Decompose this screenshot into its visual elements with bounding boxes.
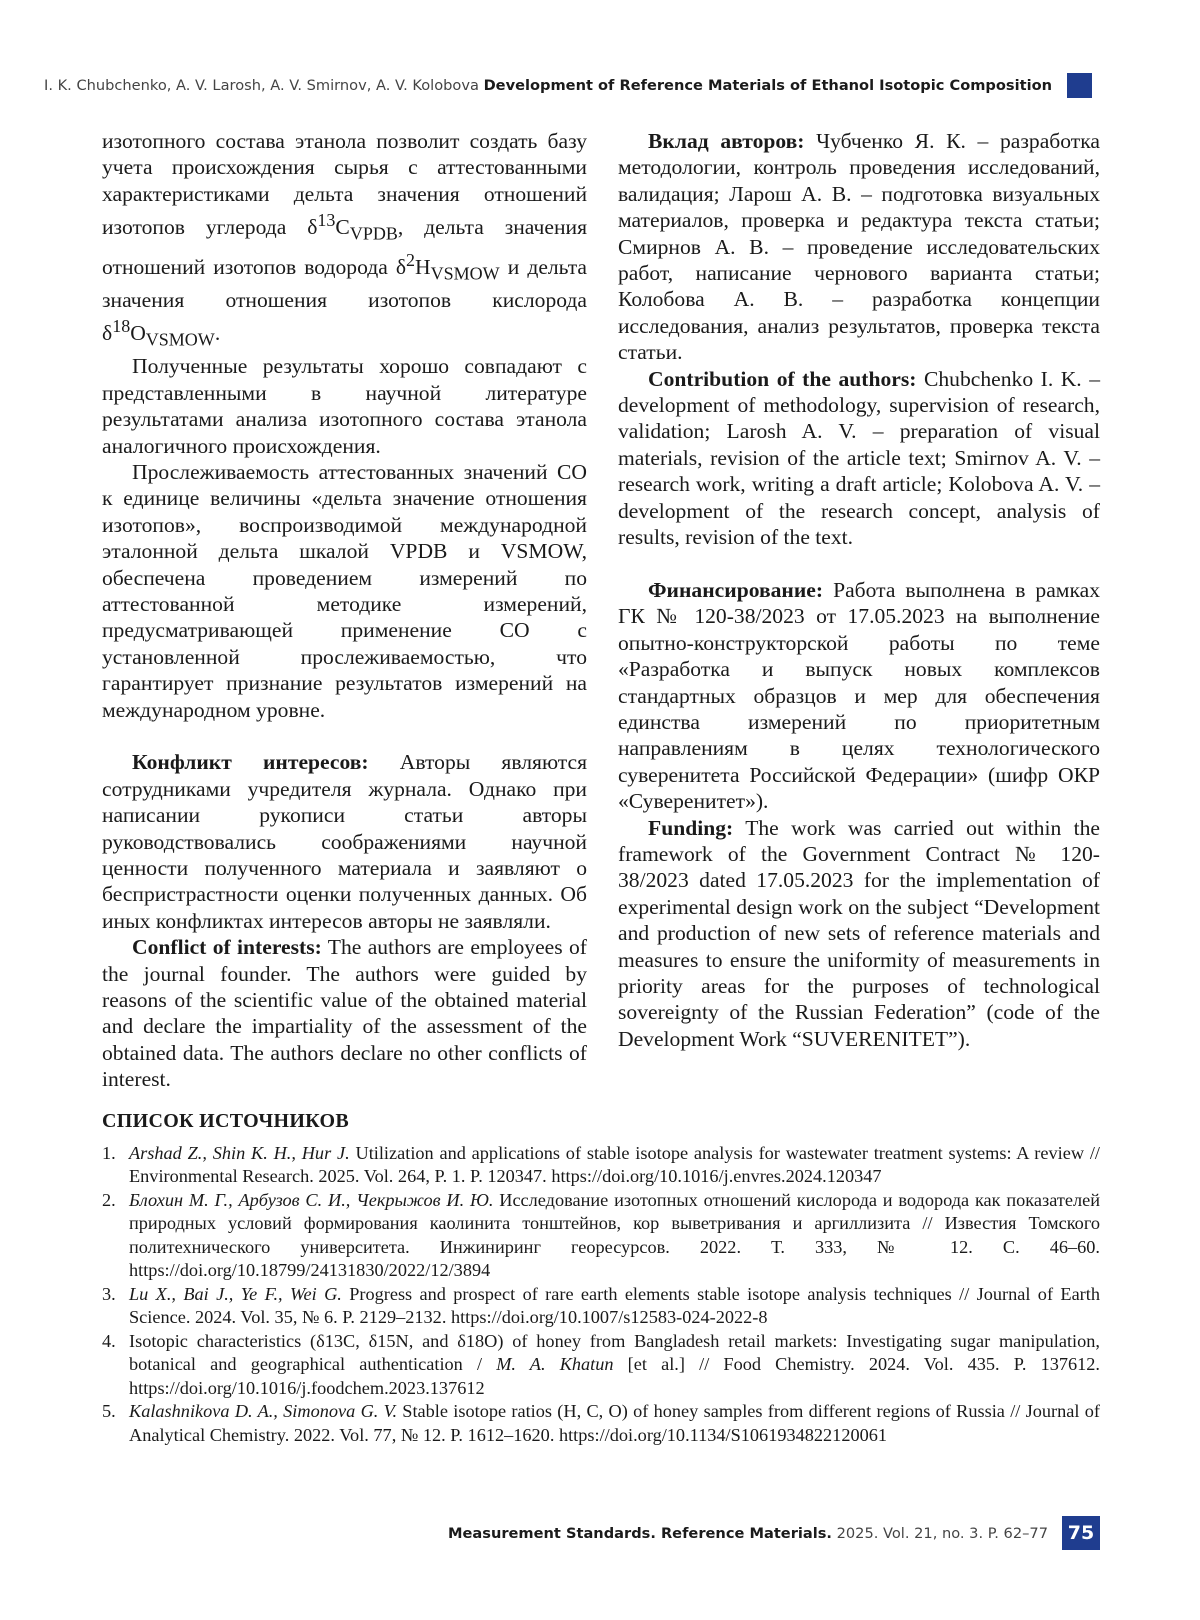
paragraph-conflict-en	[102, 934, 587, 1092]
text-run: .	[214, 321, 221, 346]
reference-authors: Блохин М. Г., Арбузов С. И., Чекрыжов И. Ю.	[129, 1189, 494, 1210]
funding-ru-label: Финансирование:	[648, 577, 824, 602]
reference-item	[102, 1330, 1100, 1401]
footer-citation: 2025. Vol. 21, no. 3. P. 62–77	[831, 1525, 1048, 1542]
contrib-ru-label: Вклад авторов:	[648, 129, 805, 153]
reference-item	[102, 1283, 1100, 1330]
page-number: 75	[1062, 1516, 1100, 1550]
conflict-ru-label: Конфликт интересов:	[132, 750, 369, 775]
reference-text: Progress and prospect of rare earth elements stable isotope analysis techniques // Journal of Earth Science. 2024. Vol. 35, № 6. P. 2129–2132. https://doi.org/10.1007/s12583-024-2022-8	[129, 1283, 1100, 1327]
reference-text: Utilization and applications of stable isotope analysis for wastewater treatment systems: A review // Environmental Research. 2025. Vol. 264, P. 1. P. 120347. https://doi.org/10.1016/j.envres.2024.120347	[129, 1142, 1100, 1186]
spacer	[102, 723, 587, 749]
contrib-ru-text: Чубченко Я. К. – разработка методологии, контроль проведения исследований, валидация; Ларош А. В. – подготовка визуальных материалов, проверка и редактура текста статьи; Смирнов А. В. – проведение исследовательских работ, написание чернового варианта статьи; Колобова А. В. – разработка концепции исследования, анализ результатов, проверка текста статьи.	[618, 129, 1100, 365]
header-accent-square	[1067, 73, 1092, 98]
superscript: 13	[317, 210, 336, 231]
reference-item	[102, 1400, 1100, 1447]
left-column	[102, 128, 587, 1093]
funding-ru-text: Работа выполнена в рамках ГК № 120-38/2023 от 17.05.2023 на выполнение опытно-конструкторской работы по теме «Разработка и выпуск новых комплексов стандартных образцов и мер для обеспечения единства измерений по приоритетным направлениям в целях технологического суверенитета Российской Федерации» (шифр ОКР «Суверенитет»).	[618, 577, 1100, 814]
reference-text: Isotopic characteristics (δ13C, δ15N, and δ18O) of honey from Bangladesh retail markets: Investigating sugar manipulation, botanical and geographical authentication /	[129, 1330, 1100, 1374]
paragraph-contrib-ru	[618, 128, 1100, 366]
reference-number: 4.	[102, 1330, 116, 1351]
paragraph-conflict-ru	[102, 749, 587, 934]
footer-journal: Measurement Standards. Reference Materials.	[447, 1525, 832, 1542]
text-run: изотопного состава этанола позволит создать базу учета происхождения сырья с аттестованными характеристиками дельта значения отношений изотопов углерода δ	[102, 129, 587, 240]
subscript: VSMOW	[430, 263, 500, 284]
subscript: VPDB	[349, 223, 398, 244]
footer-text	[448, 1525, 1048, 1542]
reference-authors: Kalashnikova D. A., Simonova G. V.	[129, 1401, 398, 1421]
funding-en-text: The work was carried out within the framework of the Government Contract № 120-38/2023 dated 17.05.2023 for the implementation of experimental design work on the subject “Development and production of new sets of reference materials and measures to ensure the uniformity of measurements in priority areas for the purposes of technological sovereignty of the Russian Federation” (code of the Development Work “SUVERENITET”).	[618, 815, 1100, 1051]
contrib-en-label: Contribution of the authors:	[648, 366, 917, 391]
conflict-ru-text: Авторы являются сотрудниками учредителя журнала. Однако при написании рукописи статьи авторы руководствовались соображениями научной ценности полученного материала и заявляют о беспристрастности оценки полученных данных. Об иных конфликтах интересов авторы не заявляли.	[102, 750, 588, 933]
header-authors: I. K. Chubchenko, A. V. Larosh, A. V. Smirnov, A. V. Kolobova	[44, 77, 479, 94]
superscript: 18	[112, 316, 131, 337]
header-title: Development of Reference Materials of Ethanol Isotopic Composition	[483, 77, 1052, 94]
subscript: VSMOW	[145, 329, 215, 350]
reference-text: [et al.] // Food Chemistry. 2024. Vol. 435. P. 137612. https://doi.org/10.1016/j.foodchem.2023.137612	[129, 1354, 1100, 1398]
reference-item	[102, 1189, 1100, 1283]
conflict-en-text: The authors are employees of the journal founder. The authors were guided by reasons of the scientific value of the obtained material and declare the impartiality of the assessment of the obtained data. The authors declare no other conflicts of interest.	[102, 935, 587, 1092]
paragraph-results-match: Полученные результаты хорошо совпадают с представленными в научной литературе результатами анализа изотопного состава этанола аналогичного происхождения.	[102, 354, 587, 458]
reference-text: Stable isotope ratios (H, C, O) of honey samples from different regions of Russia // Journal of Analytical Chemistry. 2022. Vol. 77, № 12. P. 1612–1620. https://doi.org/10.1134/S1061934822120061	[129, 1401, 1101, 1445]
reference-text: Исследование изотопных отношений кислорода и водорода как показателей природных условий формирования каолинита тонштейнов, кор выветривания и аргиллизита // Известия Томского политехнического университета. Инжиниринг георесурсов. 2022. Т. 333, № 12. С. 46–60. https://doi.org/10.18799/24131830/2022/12/3894	[129, 1189, 1101, 1280]
references-title: СПИСОК ИСТОЧНИКОВ	[102, 1110, 349, 1132]
right-column	[618, 128, 1100, 1052]
text-run: и дельта значения отношения изотопов кислорода δ	[102, 255, 587, 346]
conflict-en-label: Conflict of interests:	[132, 935, 322, 960]
paragraph-isotope-database	[102, 128, 587, 353]
reference-authors: Arshad Z., Shin K. H., Hur J.	[129, 1142, 350, 1163]
references-list	[102, 1142, 1100, 1448]
running-header	[44, 73, 1092, 103]
references-section	[102, 1110, 1100, 1447]
text-run: , дельта значения отношений изотопов водорода δ	[102, 215, 587, 280]
paragraph-funding-en	[618, 815, 1100, 1053]
paragraph-traceability: Прослеживаемость аттестованных значений СО к единице величины «дельта значение отношения изотопов», воспроизводимой международной эталонной дельта шкалой VPDB и VSMOW, обеспечена проведением измерений по аттестованной методике измерений, предусматривающей применение СО с установленной прослеживаемостью, что гарантирует признание результатов измерений на международном уровне.	[102, 459, 587, 722]
paragraph-contrib-en	[618, 366, 1100, 551]
superscript: 2	[406, 250, 416, 271]
spacer	[618, 551, 1100, 577]
reference-authors: Lu X., Bai J., Ye F., Wei G.	[129, 1283, 342, 1304]
reference-number: 2.	[102, 1189, 116, 1210]
reference-number: 3.	[102, 1283, 116, 1304]
paragraph-funding-ru	[618, 577, 1100, 815]
header-text	[44, 77, 1052, 94]
text-run: O	[130, 321, 146, 346]
reference-number: 1.	[102, 1142, 116, 1163]
reference-number: 5.	[102, 1401, 116, 1421]
funding-en-label: Funding:	[648, 815, 734, 840]
text-run: H	[415, 255, 431, 280]
contrib-en-text: Chubchenko I. K. – development of methodology, supervision of research, validation; Larosh A. V. – preparation of visual materials, revision of the article text; Smirnov A. V. – research work, writing a draft article; Kolobova A. V. – development of the research concept, analysis of results, revision of the text.	[618, 366, 1101, 550]
reference-authors: M. A. Khatun	[496, 1354, 614, 1374]
reference-item	[102, 1142, 1100, 1189]
text-run: C	[335, 215, 350, 240]
